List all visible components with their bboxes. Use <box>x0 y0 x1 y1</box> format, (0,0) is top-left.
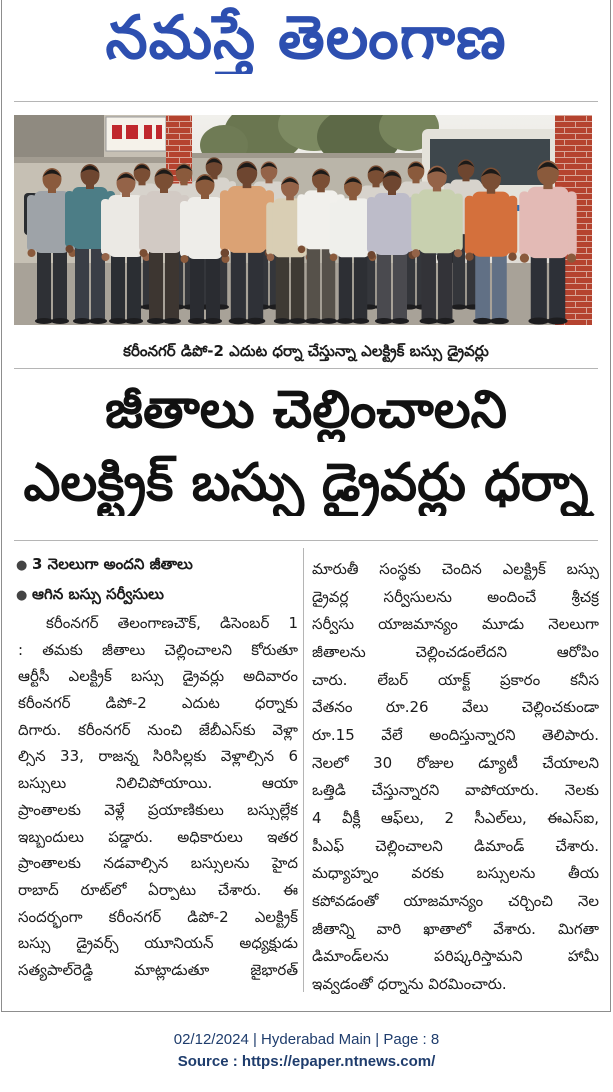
article-line: ప్రాంతాలకు నడవాల్సిన బస్సులను హైద <box>18 854 298 873</box>
photo-scene <box>14 115 592 325</box>
article-line: దిగారు. కరీంనగర్ నుంచి జేబీఎస్‌కు వెళ్లా <box>18 720 298 739</box>
article-line: ఆర్టీసీ ఎలక్ట్రిక్ బస్సు డ్రైవర్లు అదివారం <box>18 667 298 686</box>
masthead-title: నమస్తే తెలంగాణ <box>105 3 507 73</box>
article-line: రూ.15 వేలే అందిస్తున్నారని తెలిపారు. <box>312 725 599 744</box>
news-photo <box>14 115 592 325</box>
headline-divider <box>14 540 598 541</box>
article-line: కరీంనగర్ తెలంగాణచౌక్, డిసెంబర్ 1 <box>46 614 298 632</box>
highlight-text: 3 నెలలుగా అందని జీతాలు <box>32 555 193 573</box>
article-line: నెలలో 30 రోజుల డ్యూటీ చేయాలని <box>312 753 599 772</box>
article-column-right <box>312 556 599 999</box>
article-line: వేతనం రూ.26 వేలు చెల్లించకుండా <box>312 698 599 717</box>
article-line: జీతాలను చెల్లించడంలేదని ఆరోపిం <box>312 642 599 661</box>
article-line: 4 వీక్లీ ఆఫ్‌లు, 2 సీఎల్‌లు, ఈఎస్ఐ, <box>312 808 599 827</box>
article-line: కపోవడంతో యాజమాన్యం చర్చించి నెల <box>312 891 599 910</box>
highlights-list <box>16 550 300 610</box>
headline-line-2: ఎలక్ట్రిక్ బస్సు డ్రైవర్లు ధర్నా <box>23 453 589 513</box>
depot-signboard <box>106 117 166 151</box>
article-line: ల్సిన 33, రాజన్న సిరిసిల్లకు వెళ్లాల్సిన 6 <box>18 747 298 766</box>
article-line: డిమాండ్‌లను పరిష్కరిస్తామని హామీ <box>312 947 599 966</box>
article-line: సందర్భంగా కరీంనగర్ డిపో-2 ఎలక్ట్రిక్ <box>18 907 298 926</box>
article-line: సర్వీసు యాజమాన్యం మూడు నెలలుగా <box>312 615 599 634</box>
article-line: బస్సులు నిలిచిపోయాయి. ఆయా <box>18 774 298 793</box>
highlight-text: ఆగిన బస్సు సర్వీసులు <box>32 585 164 603</box>
headline-line-1: జీతాలు చెల్లించాలని <box>104 380 508 440</box>
article-line: మారుతీ సంస్థకు చెందిన ఎలక్ట్రిక్ బస్సు <box>312 560 599 578</box>
article-line: రాబాద్ రూట్‌లో ఏర్పాటు చేశారు. ఈ <box>18 880 298 899</box>
caption-divider <box>14 368 598 369</box>
article-column-left <box>18 610 298 984</box>
source-line: Source : https://epaper.ntnews.com/ <box>177 1053 436 1070</box>
article-line: కరీంనగర్ డిపో-2 ఎదుట ధర్నాకు <box>18 694 298 713</box>
article-line: : తమకు జీతాలు చెల్లించాలని కోరుతూ <box>18 640 298 659</box>
column-divider <box>303 548 304 992</box>
highlight-item <box>16 550 300 580</box>
edition-info: 02/12/2024 | Hyderabad Main | Page : 8 <box>173 1031 440 1048</box>
article-line: చారు. లేబర్ యాక్ట్ ప్రకారం కనీస <box>312 670 599 689</box>
article-line: ఇవ్వడంతో ధర్నాను విరమించారు. <box>312 974 507 993</box>
photo-caption: కరీంనగర్ డిపో-2 ఎదుట ధర్నా చేస్తున్నా ఎలక్ట్రిక్ బస్సు డ్రైవర్లు <box>123 342 489 360</box>
article-line: ఇబ్బందులు పడ్డారు. అధికారులు ఇతర <box>18 827 298 846</box>
article-line: పీఎఫ్ చెల్లించాలని డిమాండ్ చేశారు. <box>312 836 599 855</box>
article-line: జీతాన్ని వారి ఖాతాలో వేశారు. మిగతా <box>312 919 599 938</box>
bullet-icon <box>16 552 32 580</box>
masthead-divider <box>14 101 598 102</box>
article-line: మధ్యాహ్నం వరకు బస్సులను తీయ <box>312 864 599 883</box>
article-line: డ్రైవర్ల సర్వీసులను అందించే శ్రీచక్ర <box>312 587 599 606</box>
article-line: ఒత్తిడి చేస్తున్నారని వాపోయారు. నెలకు <box>312 781 599 800</box>
bullet-icon <box>16 582 32 610</box>
article-line: బస్సు డ్రైవర్స్ యూనియన్ అధ్యక్షుడు <box>18 934 298 953</box>
article-line: సత్యపాల్‌రెడ్డి మాట్లాడుతూ జైభారత్ <box>18 960 298 979</box>
article-line: ప్రాంతాలకు వెళ్లే ప్రయాణికులు బస్సుల్లేక <box>18 800 298 819</box>
highlight-item <box>16 580 300 610</box>
